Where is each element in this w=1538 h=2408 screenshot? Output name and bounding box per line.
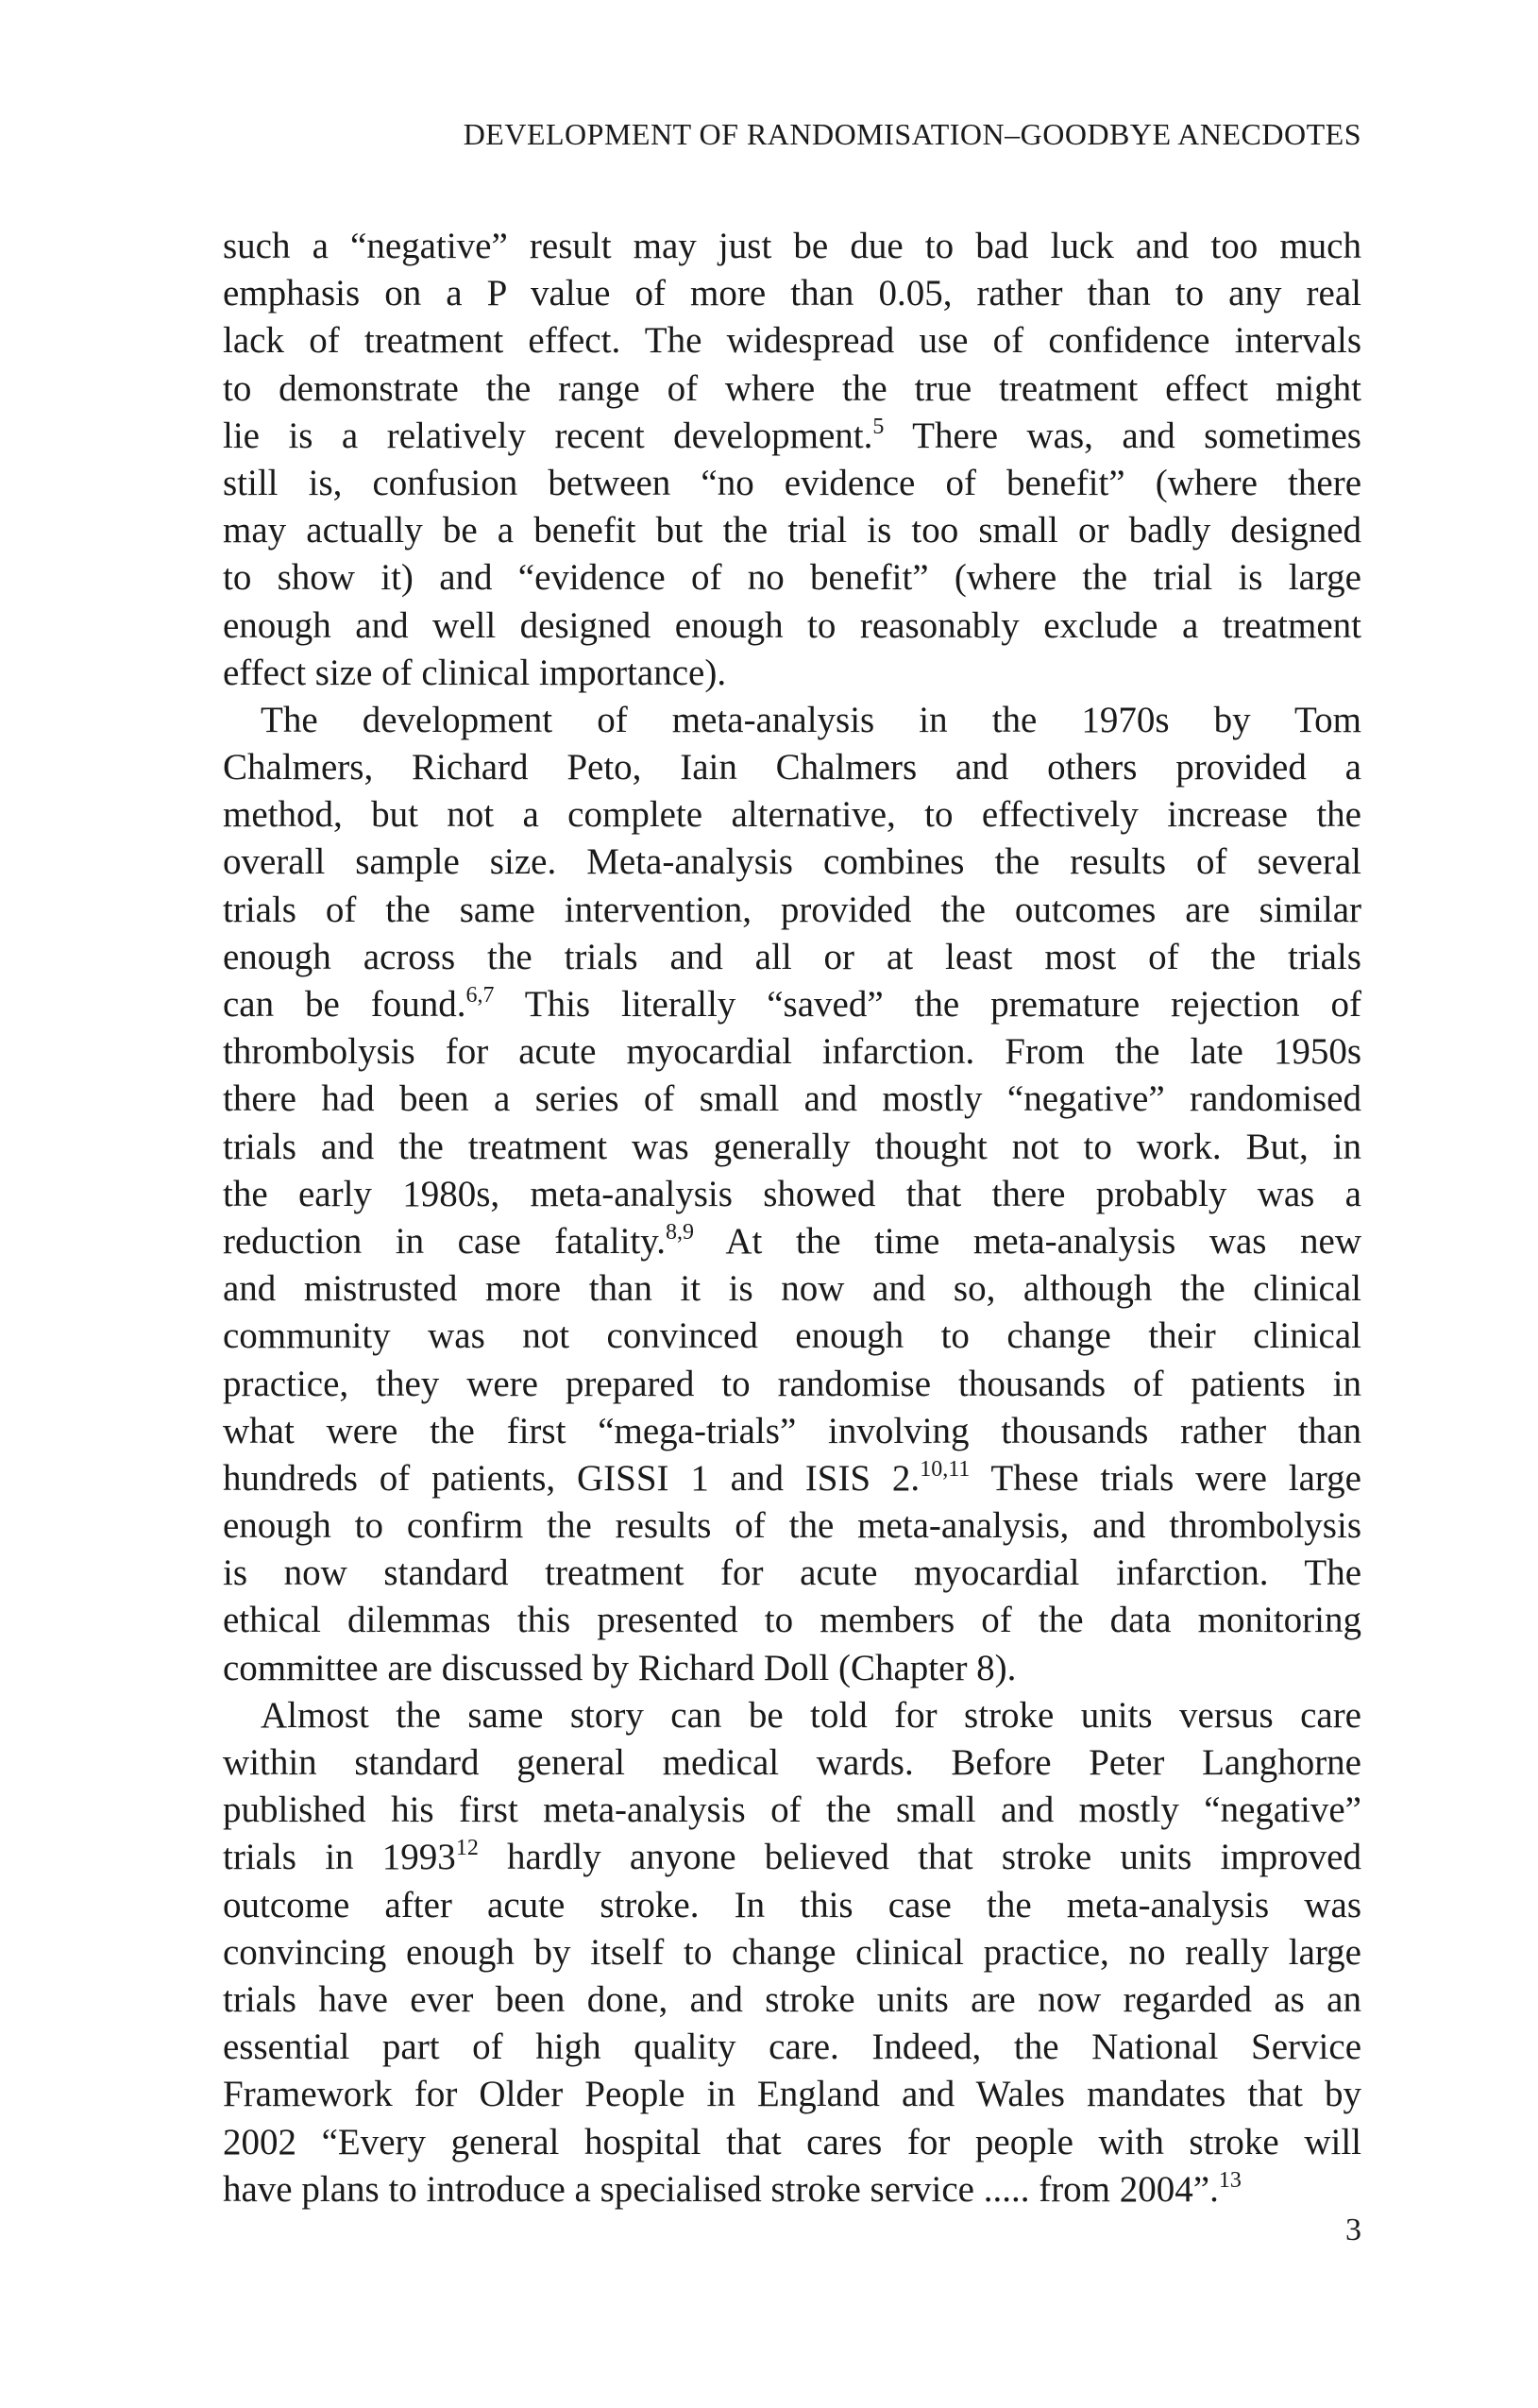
text-line (223, 887, 1361, 934)
text-line (223, 1645, 1361, 1692)
text-line (223, 365, 1361, 413)
text-line (223, 2119, 1361, 2166)
line-text: thrombolysis for acute myocardial infarction. From the late 1950s (223, 1031, 1361, 1073)
line-text: within standard general medical wards. Before Peter Langhorne (223, 1742, 1361, 1783)
text-line (223, 934, 1361, 981)
line-text: emphasis on a P value of more than 0.05, rather than to any real (223, 273, 1361, 314)
text-line (223, 981, 1361, 1028)
line-text: ethical dilemmas this presented to members of the data monitoring (223, 1600, 1361, 1641)
line-text: to demonstrate the range of where the true treatment effect might (223, 367, 1361, 409)
text-line (223, 650, 1361, 697)
line-text: The development of meta-analysis in the 1970s by Tom (261, 699, 1361, 740)
line-text-continued: At the time meta-analysis was new (693, 1220, 1361, 1262)
line-text: enough to confirm the results of the meta-analysis, and thrombolysis (223, 1505, 1361, 1547)
text-line (223, 1408, 1361, 1455)
text-line (223, 1929, 1361, 1976)
line-text: essential part of high quality care. Indeed, the National Service (223, 2026, 1361, 2068)
line-text: hundreds of patients, GISSI 1 and ISIS 2. (223, 1457, 921, 1499)
text-line (223, 839, 1361, 886)
line-text: trials of the same intervention, provided the outcomes are similar (223, 889, 1361, 930)
text-line (223, 1597, 1361, 1644)
running-head: DEVELOPMENT OF RANDOMISATION–GOODBYE ANECDOTES (463, 117, 1361, 151)
line-text: Almost the same story can be told for stroke units versus care (261, 1694, 1361, 1736)
line-text: method, but not a complete alternative, to effectively increase the (223, 794, 1361, 836)
line-text-continued: This literally “saved” the premature rejection of (494, 984, 1361, 1025)
line-text: the early 1980s, meta-analysis showed that there probably was a (223, 1173, 1361, 1214)
line-text: community was not convinced enough to change their clinical (223, 1315, 1361, 1357)
line-text: and mistrusted more than it is now and so, although the clinical (223, 1268, 1361, 1310)
text-line (223, 2024, 1361, 2071)
line-text: may actually be a benefit but the trial is too small or badly designed (223, 510, 1361, 551)
text-line (223, 2071, 1361, 2118)
text-line (223, 1502, 1361, 1550)
text-line (223, 1455, 1361, 1502)
line-text: there had been a series of small and mostly “negative” randomised (223, 1078, 1361, 1120)
text-line (223, 1028, 1361, 1076)
page-number: 3 (1345, 2213, 1361, 2247)
line-text: committee are discussed by Richard Doll (Chapter 8). (223, 1647, 1017, 1688)
text-line (223, 1834, 1361, 1881)
text-line (223, 317, 1361, 365)
line-text: still is, confusion between “no evidence of benefit” (where there (223, 462, 1361, 503)
text-line (223, 697, 1361, 744)
text-line (223, 507, 1361, 554)
text-line (223, 1124, 1361, 1171)
text-line (223, 270, 1361, 317)
citation-superscript: 8,9 (665, 1219, 694, 1245)
text-line (223, 1171, 1361, 1218)
citation-superscript: 6,7 (465, 983, 495, 1008)
line-text: can be found. (223, 984, 466, 1025)
line-text-continued: There was, and sometimes (884, 415, 1361, 456)
text-line (223, 1882, 1361, 1929)
text-line (223, 554, 1361, 602)
line-text: convincing enough by itself to change clinical practice, no really large (223, 1931, 1361, 1973)
line-text: lie is a relatively recent development. (223, 415, 873, 456)
text-line (223, 1787, 1361, 1834)
line-text-continued: These trials were large (970, 1457, 1361, 1499)
text-line (223, 1076, 1361, 1123)
text-line (223, 413, 1361, 460)
body-text (223, 223, 1361, 2213)
text-line (223, 744, 1361, 791)
text-line (223, 1265, 1361, 1313)
text-line (223, 791, 1361, 839)
text-line (223, 1739, 1361, 1787)
text-line (223, 1976, 1361, 2024)
text-line (223, 1692, 1361, 1739)
line-text: what were the first “mega-trials” involving thousands rather than (223, 1410, 1361, 1451)
text-line (223, 1218, 1361, 1265)
line-text: is now standard treatment for acute myocardial infarction. The (223, 1552, 1361, 1594)
line-text: enough across the trials and all or at least most of the trials (223, 936, 1361, 977)
line-text: reduction in case fatality. (223, 1220, 666, 1262)
line-text: enough and well designed enough to reasonably exclude a treatment (223, 604, 1361, 646)
line-text: published his first meta-analysis of the small and mostly “negative” (223, 1789, 1361, 1831)
text-line (223, 460, 1361, 507)
text-line (223, 1361, 1361, 1408)
text-line (223, 1313, 1361, 1360)
line-text: trials and the treatment was generally thought not to work. But, in (223, 1126, 1361, 1167)
line-text: such a “negative” result may just be due to bad luck and too much (223, 226, 1361, 266)
line-text: outcome after acute stroke. In this case the meta-analysis was (223, 1884, 1361, 1925)
text-line (223, 2166, 1361, 2213)
line-text: lack of treatment effect. The widespread use of confidence intervals (223, 320, 1361, 362)
line-text: trials have ever been done, and stroke units are now regarded as an (223, 1978, 1361, 2020)
line-text: Chalmers, Richard Peto, Iain Chalmers and others provided a (223, 747, 1361, 789)
line-text: practice, they were prepared to randomise thousands of patients in (223, 1363, 1361, 1404)
text-line (223, 1550, 1361, 1597)
line-text: effect size of clinical importance). (223, 652, 727, 693)
line-text: 2002 “Every general hospital that cares for people with stroke will (223, 2121, 1361, 2162)
line-text: to show it) and “evidence of no benefit” (where the trial is large (223, 557, 1361, 599)
line-text-continued: hardly anyone believed that stroke units improved (478, 1837, 1361, 1878)
text-line (223, 602, 1361, 650)
line-text: overall sample size. Meta-analysis combines the results of several (223, 841, 1361, 883)
citation-superscript: 13 (1218, 2167, 1242, 2193)
text-line (223, 223, 1361, 270)
citation-superscript: 12 (455, 1836, 479, 1861)
line-text: have plans to introduce a specialised stroke service ..... from 2004”. (223, 2168, 1219, 2210)
citation-superscript: 10,11 (920, 1456, 971, 1482)
citation-superscript: 5 (872, 414, 885, 439)
line-text: trials in 1993 (223, 1837, 456, 1878)
line-text: Framework for Older People in England and Wales mandates that by (223, 2074, 1361, 2115)
